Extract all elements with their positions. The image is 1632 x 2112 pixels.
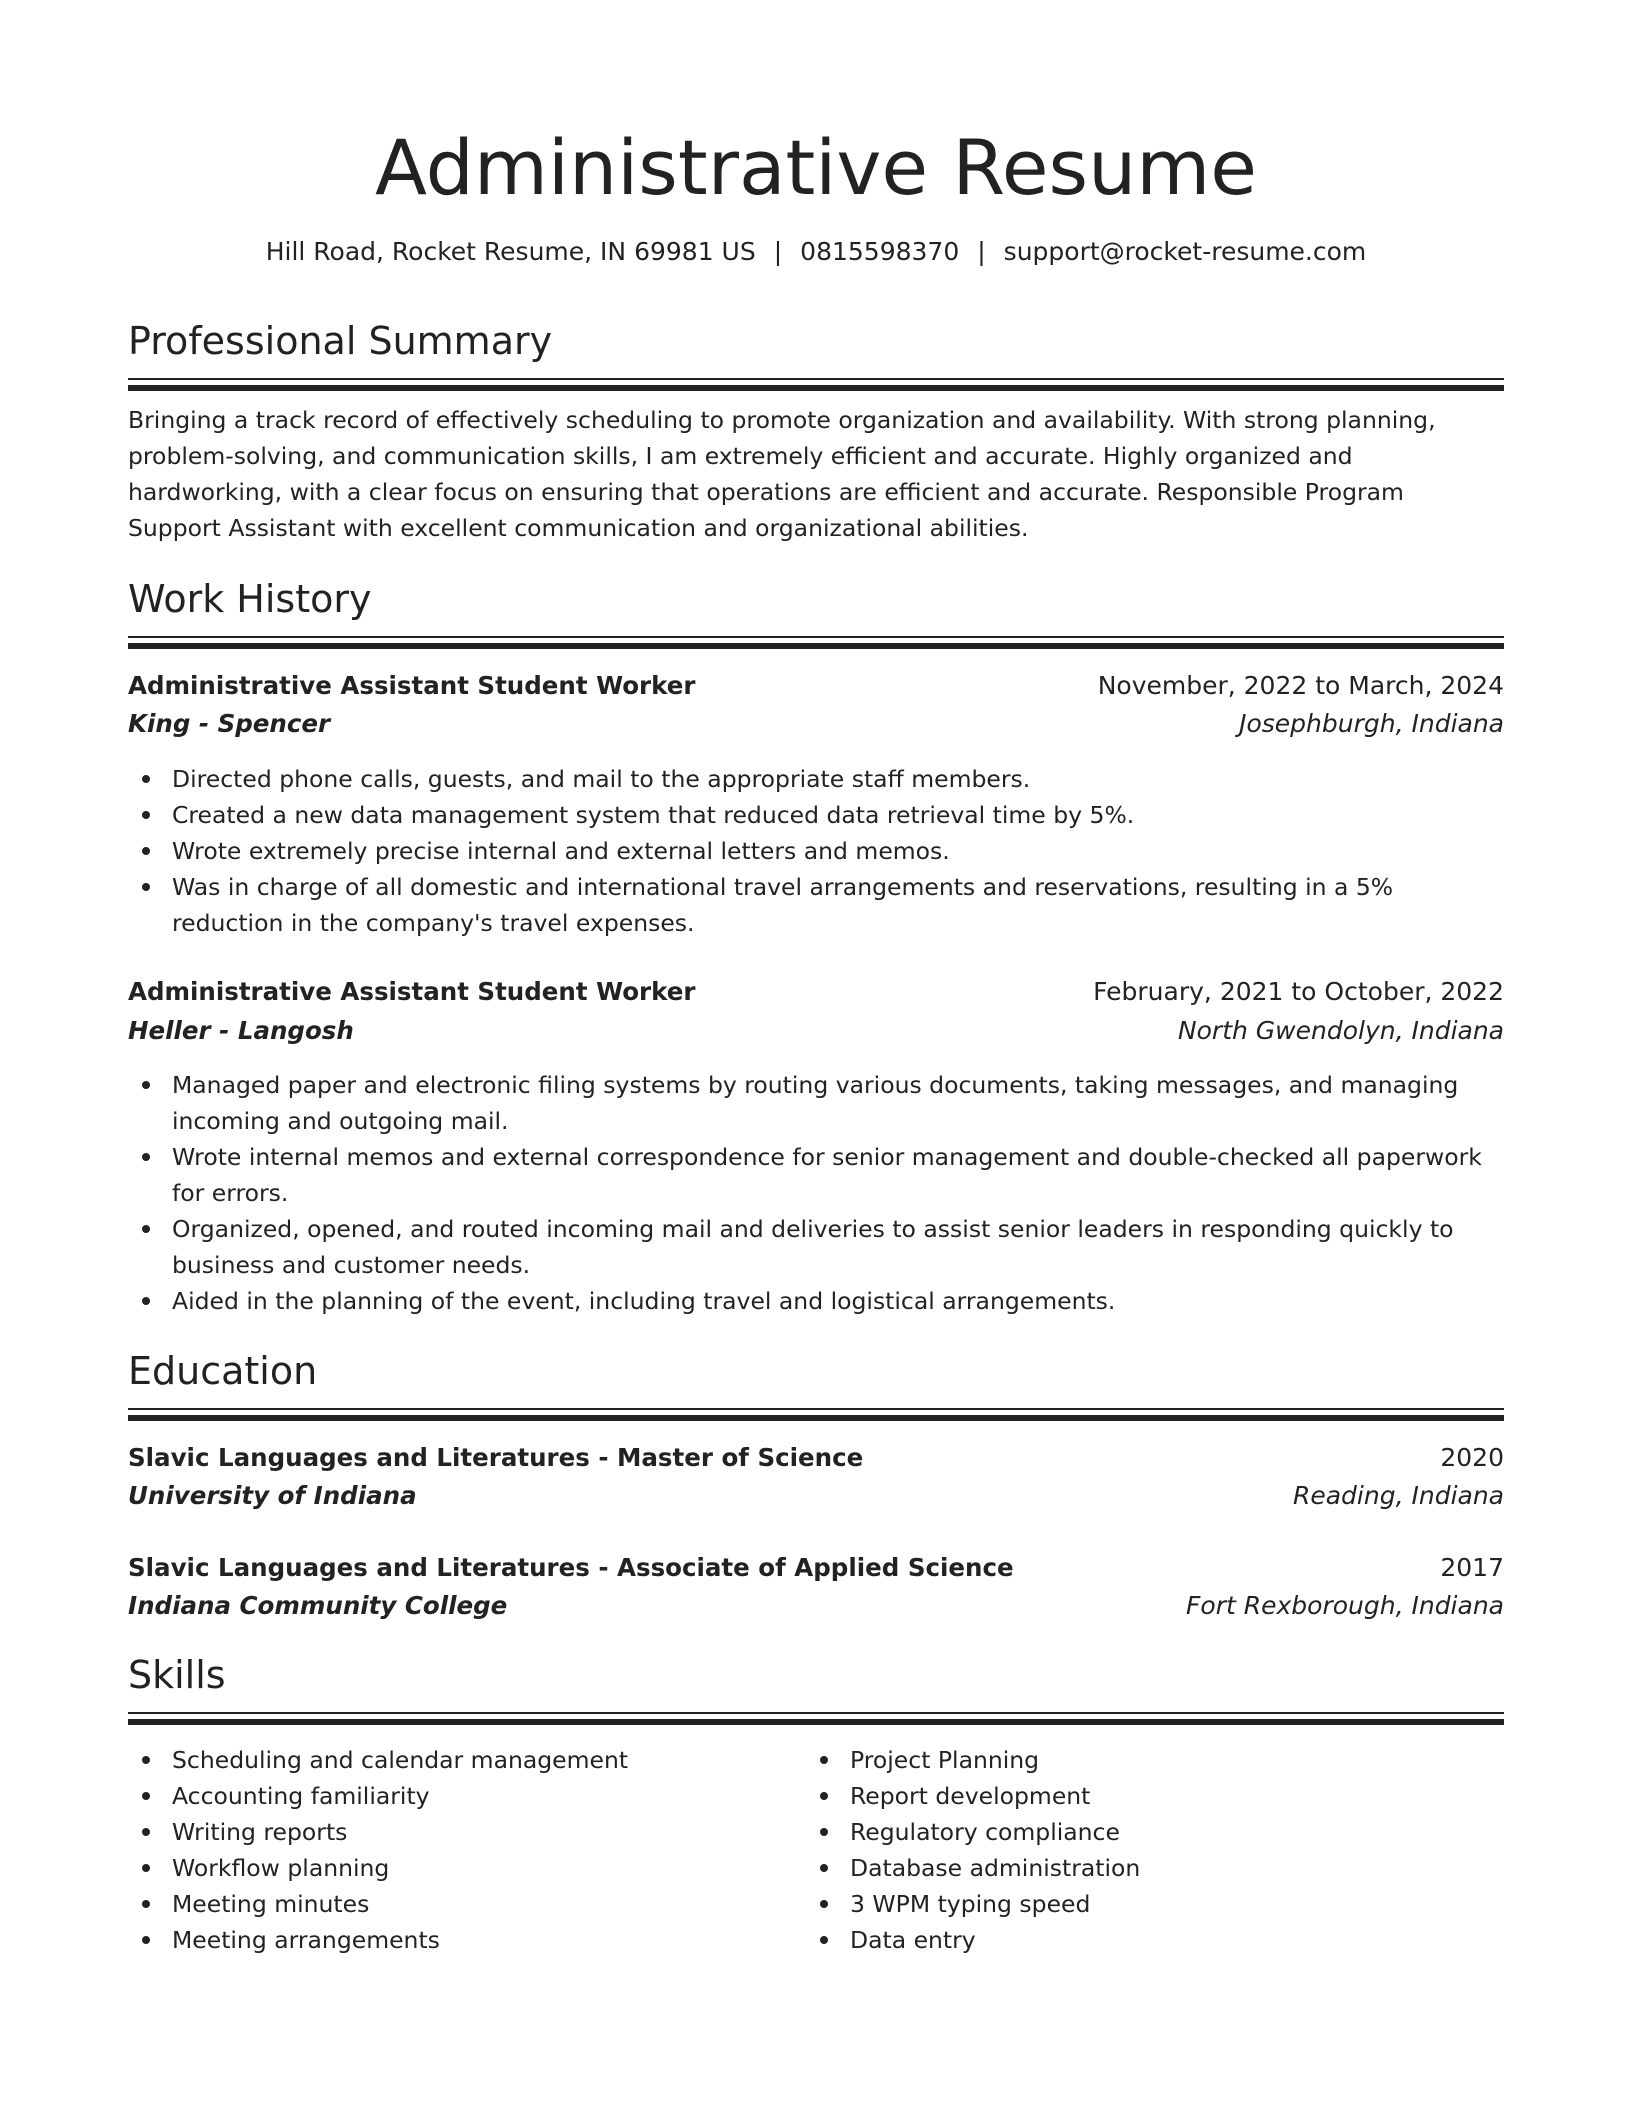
- section-rule: [128, 1408, 1504, 1410]
- skill-item: Project Planning: [850, 1742, 1632, 1778]
- skill-item: Workflow planning: [172, 1850, 1504, 1886]
- skill-item: Data entry: [850, 1922, 1632, 1958]
- list-item: Created a new data management system that reduced data retrieval time by 5%.: [172, 797, 1504, 833]
- list-item: Organized, opened, and routed incoming mail and deliveries to assist senior leaders in responding quickly to business and customer needs.: [172, 1211, 1504, 1283]
- skill-item: Database administration: [850, 1850, 1632, 1886]
- section-rule-thick: [128, 643, 1504, 649]
- job-role: Administrative Assistant Student Worker: [128, 671, 696, 700]
- contact-separator: |: [977, 237, 986, 266]
- job-location: Josephburgh, Indiana: [1239, 709, 1504, 738]
- skill-item: Meeting minutes: [172, 1886, 1504, 1922]
- skill-item: Regulatory compliance: [850, 1814, 1632, 1850]
- job-org-row: [128, 706, 1504, 742]
- education-header-row: [128, 1440, 1504, 1476]
- contact-phone: 0815598370: [800, 237, 960, 266]
- skill-item: Meeting arrangements: [172, 1922, 1504, 1958]
- summary-section-header: [128, 316, 1504, 391]
- skill-item: Writing reports: [172, 1814, 1504, 1850]
- section-title-work: Work History: [128, 577, 372, 621]
- section-rule-thick: [128, 385, 1504, 391]
- education-degree: Slavic Languages and Literatures - Master of Science: [128, 1443, 864, 1472]
- job-header-row: [128, 974, 1504, 1010]
- job-dates: February, 2021 to October, 2022: [1093, 977, 1504, 1006]
- job-dates: November, 2022 to March, 2024: [1097, 671, 1504, 700]
- education-degree: Slavic Languages and Literatures - Associate of Applied Science: [128, 1553, 1014, 1582]
- job-role: Administrative Assistant Student Worker: [128, 977, 696, 1006]
- section-rule-thick: [128, 1415, 1504, 1421]
- list-item: Was in charge of all domestic and international travel arrangements and reservations, resulting in a 5% reduction in the company's travel expenses.: [172, 869, 1504, 941]
- job-bullets: [128, 761, 1504, 941]
- skill-item: Accounting familiarity: [172, 1778, 1504, 1814]
- job-location: North Gwendolyn, Indiana: [1177, 1016, 1504, 1045]
- section-rule: [128, 1712, 1504, 1714]
- job-header-row: [128, 668, 1504, 704]
- contact-separator: |: [773, 237, 783, 266]
- education-section-header: [128, 1346, 1504, 1421]
- resume-title: Administrative Resume: [374, 123, 1258, 212]
- section-rule: [128, 378, 1504, 380]
- section-title-summary: Professional Summary: [128, 319, 553, 363]
- work-section-header: [128, 574, 1504, 649]
- section-title-education: Education: [128, 1349, 318, 1393]
- list-item: Wrote internal memos and external correspondence for senior management and double-checked all paperwork for errors.: [172, 1139, 1504, 1211]
- list-item: Managed paper and electronic filing systems by routing various documents, taking messages, and managing incoming and outgoing mail.: [172, 1067, 1504, 1139]
- education-header-row: [128, 1550, 1504, 1586]
- skill-item: Report development: [850, 1778, 1632, 1814]
- job-org-row: [128, 1013, 1504, 1049]
- job-company: King - Spencer: [128, 709, 331, 738]
- contact-line: [128, 234, 1504, 270]
- skills-section-header: [128, 1650, 1504, 1725]
- contact-address: Hill Road, Rocket Resume, IN 69981 US: [265, 237, 756, 266]
- section-rule-thick: [128, 1719, 1504, 1725]
- education-school-row: [128, 1478, 1504, 1514]
- summary-text: Bringing a track record of effectively scheduling to promote organization and availability. With strong planning, problem-solving, and communication skills, I am extremely efficient and accurate. Highly organized and hardworking, with a clear focus on ensuring that operations are efficient and accurate. Responsible Program Support Assistant with excellent communication and organizational abilities.: [128, 406, 1436, 542]
- skill-item: 3 WPM typing speed: [850, 1886, 1632, 1922]
- education-location: Reading, Indiana: [1292, 1481, 1504, 1510]
- list-item: Aided in the planning of the event, including travel and logistical arrangements.: [172, 1283, 1504, 1319]
- list-item: Directed phone calls, guests, and mail to the appropriate staff members.: [172, 761, 1504, 797]
- education-school: University of Indiana: [128, 1481, 417, 1510]
- education-school-row: [128, 1588, 1504, 1624]
- education-school: Indiana Community College: [128, 1591, 508, 1620]
- contact-email[interactable]: support@rocket-resume.com: [1003, 237, 1367, 266]
- education-location: Fort Rexborough, Indiana: [1186, 1591, 1504, 1620]
- education-year: 2017: [1440, 1553, 1504, 1582]
- education-year: 2020: [1440, 1443, 1504, 1472]
- section-title-skills: Skills: [128, 1653, 226, 1697]
- skill-item: Scheduling and calendar management: [172, 1742, 1504, 1778]
- job-bullets: [128, 1067, 1504, 1319]
- list-item: Wrote extremely precise internal and external letters and memos.: [172, 833, 1504, 869]
- job-company: Heller - Langosh: [128, 1016, 354, 1045]
- section-rule: [128, 636, 1504, 638]
- skills-list-right: [806, 1742, 1632, 1958]
